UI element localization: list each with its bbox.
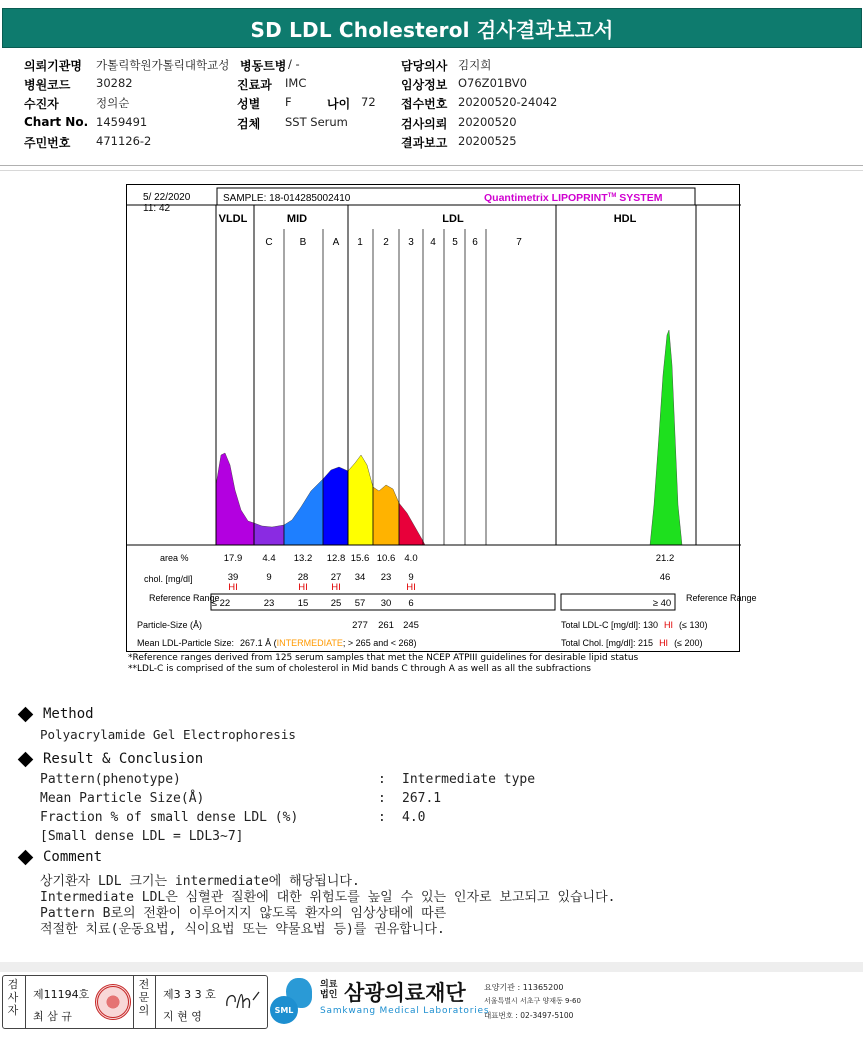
- patient-info: [0, 55, 863, 150]
- area-percent-7: 21.2: [655, 553, 675, 564]
- mean-size-line: [137, 638, 416, 648]
- ward-label: 병동트병: [240, 59, 287, 73]
- chol-value-6: 9: [408, 572, 414, 583]
- result-heading-text: Result & Conclusion: [43, 751, 204, 767]
- sex-value: F: [285, 95, 292, 109]
- result-value-1: Intermediate type: [402, 772, 536, 787]
- results-table: [137, 553, 757, 648]
- inspector-name: 최 삼 규: [33, 1010, 72, 1023]
- reference-7: ≥ 40: [652, 598, 672, 609]
- comment-line-2: Intermediate LDL은 심혈관 질환에 대한 위험도를 높일 수 있는 인자로 보고되고 있습니다.: [40, 890, 616, 905]
- ldl-2-peak: [373, 485, 399, 545]
- band-2: 2: [383, 237, 389, 248]
- diamond-bullet-icon: [18, 706, 34, 722]
- clinical-label: 임상정보: [401, 78, 448, 92]
- reference-6: 6: [408, 598, 414, 609]
- specialist-name: 지 현 영: [163, 1010, 202, 1023]
- chol-value-5: 23: [380, 572, 392, 583]
- group-ldl: LDL: [442, 213, 464, 225]
- chol-value-1: 9: [266, 572, 272, 583]
- chart-system-title: [484, 192, 663, 204]
- org-code: 요양기관 : 11365200: [484, 983, 564, 992]
- area-percent-6: 4.0: [404, 553, 418, 564]
- chart-system-name: Quantimetrix LIPOPRINT: [484, 192, 608, 204]
- lipoprint-svg: [127, 185, 757, 653]
- vldl-peak: [216, 453, 254, 545]
- result-label-3: Fraction % of small dense LDL (%): [40, 810, 299, 825]
- comment-line-3: Pattern B로의 전환이 이루어지지 않도록 환자의 임상상태에 따른: [40, 906, 447, 921]
- org-prefix: [320, 980, 337, 1000]
- specimen-label: 검체: [237, 117, 261, 131]
- sex-label: 성별: [237, 97, 261, 111]
- area-percent-5: 10.6: [376, 553, 396, 564]
- result-colon-2: :: [378, 791, 386, 806]
- result-label-1: Pattern(phenotype): [40, 772, 181, 787]
- mean-size-label: Mean LDL-Particle Size:: [137, 638, 235, 648]
- group-hdl: HDL: [613, 213, 637, 225]
- chol-hi-flag-2: HI: [298, 582, 308, 593]
- doctor-label: 담당의사: [401, 59, 448, 73]
- hospital-code-value: 30282: [96, 76, 133, 90]
- mean-size-tail: ; > 265 and < 268): [342, 638, 417, 648]
- receipt-value: 20200520-24042: [458, 95, 558, 109]
- specialist-label: 전문의: [138, 978, 150, 1017]
- sig-divider-1: [25, 976, 26, 1028]
- result-label-2: Mean Particle Size(Å): [40, 791, 205, 806]
- total-chol-flag: HI: [659, 638, 669, 648]
- specialist-license: 제3 3 3 호: [163, 988, 216, 1001]
- particle-size-3: 245: [403, 620, 419, 631]
- org-prefix-line-1: 의료: [320, 980, 338, 990]
- row-label-chol: chol. [mg/dl]: [144, 574, 193, 584]
- inspector-label: 검사자: [7, 978, 19, 1017]
- particle-size-1: 277: [352, 620, 368, 631]
- comment-heading-text: Comment: [43, 849, 103, 865]
- reference-note-1: *Reference ranges derived from 125 serum samples that met the NCEP ATPIII guidelines for desirable lipid status: [128, 653, 639, 663]
- band-a: A: [332, 237, 340, 248]
- mean-size-class: INTERMEDIATE: [276, 638, 343, 648]
- area-percent-3: 12.8: [326, 553, 346, 564]
- chol-hi-flag-3: HI: [331, 582, 341, 593]
- method-heading: [18, 706, 94, 722]
- reference-1: 23: [263, 598, 275, 609]
- row-label-area: area %: [160, 553, 189, 563]
- patient-label: 수진자: [24, 97, 59, 111]
- chart-no-label: Chart No.: [24, 115, 89, 129]
- mid-b-peak: [284, 479, 323, 545]
- total-ldl-ref: (≤ 130): [679, 620, 708, 630]
- row-label-particle: Particle-Size (Å): [137, 620, 203, 630]
- org-phone: 대표번호 : 02-3497-5100: [484, 1011, 574, 1020]
- clinical-value: O76Z01BV0: [458, 76, 527, 90]
- reference-3: 25: [330, 598, 342, 609]
- sig-divider-2: [133, 976, 134, 1028]
- result-colon-1: :: [378, 772, 386, 787]
- report-title: SD LDL Cholesterol 검사결과보고서: [250, 17, 614, 42]
- area-percent-2: 13.2: [293, 553, 313, 564]
- reference-0: ≤ 22: [211, 598, 231, 609]
- hospital-code-label: 병원코드: [24, 78, 71, 92]
- reference-5: 30: [380, 598, 392, 609]
- org-address: 서울특별시 서초구 양재동 9-60: [484, 997, 581, 1005]
- method-text: Polyacrylamide Gel Electrophoresis: [40, 727, 296, 742]
- chart-no-value: 1459491: [96, 115, 148, 129]
- seal-stamp-icon: [95, 984, 131, 1020]
- total-ldl-flag: HI: [664, 620, 674, 630]
- footer-separator: [0, 962, 863, 972]
- age-value: 72: [361, 95, 376, 109]
- institution-value: 가톨릭학원가톨릭대학교성: [96, 58, 230, 72]
- comment-line-4: 적절한 치료(운동요법, 식이요법 또는 약물요법 등)를 권유합니다.: [40, 922, 445, 937]
- comment-line-1: 상기환자 LDL 크기는 intermediate에 해당됩니다.: [40, 874, 360, 889]
- chol-value-0: 39: [227, 572, 239, 583]
- mid-c-peak: [254, 523, 284, 545]
- report-date-label: 결과보고: [401, 136, 448, 150]
- chol-hi-flag-6: HI: [406, 582, 416, 593]
- band-1: 1: [357, 237, 363, 248]
- signature-icon: [223, 986, 263, 1016]
- chart-time: 11: 42: [143, 203, 171, 214]
- chart-system-suffix: SYSTEM: [616, 192, 663, 204]
- band-c: C: [265, 237, 273, 248]
- band-b: B: [299, 237, 307, 248]
- dept-value: IMC: [285, 76, 307, 90]
- ldl-3-peak: [399, 503, 425, 545]
- sample-id: SAMPLE: 18-014285002410: [223, 193, 351, 204]
- rrn-value: 471126-2: [96, 134, 152, 148]
- chol-hi-flag-0: HI: [228, 582, 238, 593]
- mid-a-peak: [323, 467, 348, 545]
- method-heading-text: Method: [43, 706, 94, 722]
- institution-label: 의뢰기관명: [24, 59, 82, 73]
- total-ldl-line: [561, 620, 708, 630]
- dept-label: 진료과: [237, 78, 272, 92]
- ldl-1-peak: [348, 455, 373, 545]
- result-value-3: 4.0: [402, 810, 426, 825]
- chol-value-2: 28: [297, 572, 309, 583]
- row-label-ref: [149, 593, 220, 603]
- band-6: 6: [472, 237, 478, 248]
- comment-heading: [18, 849, 102, 865]
- patient-value: 정의순: [96, 96, 130, 110]
- doctor-value: 김지희: [458, 58, 492, 72]
- area-percent-1: 4.4: [262, 553, 276, 564]
- row-label-ref-right: Reference Range: [686, 593, 757, 603]
- particle-size-2: 261: [378, 620, 394, 631]
- sml-logo-icon: SML: [270, 996, 298, 1024]
- info-divider-2: [0, 170, 863, 171]
- reference-notes: [128, 653, 638, 675]
- chol-value-3: 27: [330, 572, 342, 583]
- hdl-peak: [650, 330, 682, 545]
- reference-2: 15: [297, 598, 309, 609]
- inspector-license: 제11194호: [33, 988, 90, 1001]
- org-name: 삼광의료재단: [344, 981, 466, 1005]
- age-label: 나이: [327, 97, 351, 111]
- table-values: [212, 553, 674, 609]
- specimen-value: SST Serum: [285, 115, 348, 129]
- ward-value: / -: [288, 57, 300, 71]
- total-chol-ref: (≤ 200): [674, 638, 703, 648]
- band-4: 4: [430, 237, 436, 248]
- total-chol-line: [561, 638, 703, 648]
- group-vldl: VLDL: [218, 213, 248, 225]
- band-3: 3: [408, 237, 414, 248]
- rrn-label: 주민번호: [24, 136, 71, 150]
- row-label-ref-text: Reference Range: [149, 593, 220, 603]
- report-date-value: 20200525: [458, 134, 517, 148]
- chol-value-7: 46: [659, 572, 671, 583]
- total-chol-text: Total Chol. [mg/dl]: 215: [561, 638, 654, 648]
- result-heading: [18, 751, 203, 767]
- group-mid: MID: [286, 213, 308, 225]
- receipt-label: 접수번호: [401, 97, 448, 111]
- reference-4: 57: [354, 598, 366, 609]
- electrophoresis-peaks: [216, 330, 682, 545]
- mean-size-value: 267.1 Å (: [240, 638, 277, 648]
- signature-box: [2, 975, 268, 1029]
- org-prefix-line-2: 법인: [320, 990, 338, 1000]
- area-percent-0: 17.9: [223, 553, 243, 564]
- org-english-name: Samkwang Medical Laboratories: [320, 1006, 490, 1016]
- total-ldl-text: Total LDL-C [mg/dl]: 130: [561, 620, 659, 630]
- report-title-bar: [2, 8, 862, 48]
- chol-value-4: 34: [354, 572, 366, 583]
- result-value-2: 267.1: [402, 791, 442, 806]
- band-5: 5: [452, 237, 458, 248]
- chart-date: 5/ 22/2020: [143, 192, 191, 203]
- diamond-bullet-icon: [18, 751, 34, 767]
- sig-divider-3: [155, 976, 156, 1028]
- info-divider: [0, 165, 863, 166]
- diamond-bullet-icon: [18, 849, 34, 865]
- result-note: [Small dense LDL = LDL3~7]: [40, 829, 244, 844]
- request-date-value: 20200520: [458, 115, 517, 129]
- request-date-label: 검사의뢰: [401, 117, 448, 131]
- area-percent-4: 15.6: [350, 553, 370, 564]
- lipoprint-chart: [126, 184, 757, 652]
- result-colon-3: :: [378, 810, 386, 825]
- chart-system-sup: TM: [607, 193, 617, 199]
- band-7: 7: [516, 237, 522, 248]
- reference-note-2: **LDL-C is comprised of the sum of cholesterol in Mid bands C through A as well as all the subfractions: [128, 664, 591, 674]
- band-dividers: [216, 205, 696, 545]
